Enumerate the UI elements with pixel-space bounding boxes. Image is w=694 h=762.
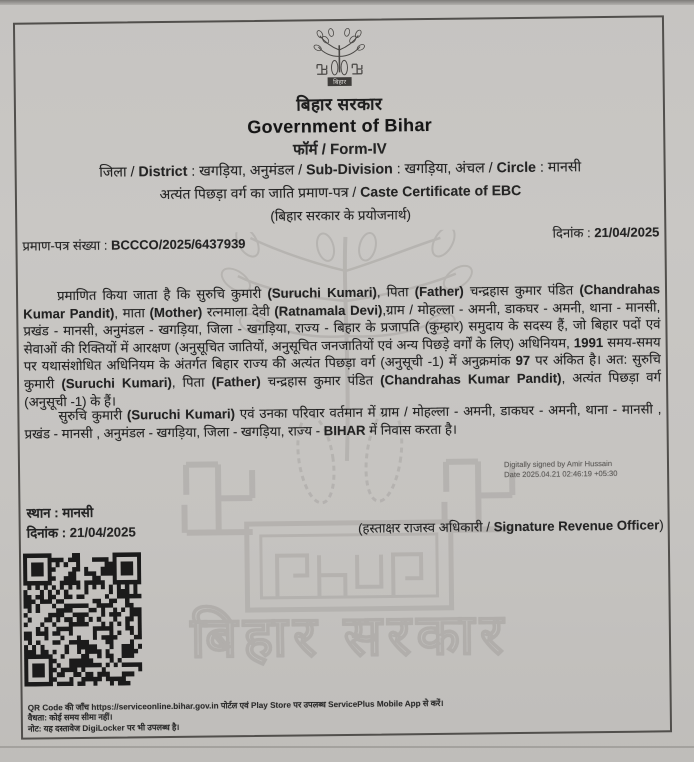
text-segment: 21/04/2025 <box>594 224 660 241</box>
text-segment: (हस्ताक्षर राजस्व अधिकारी / <box>357 519 494 536</box>
text-segment: पर अंकित है। अत: सुरुचि कुमारी <box>23 351 661 392</box>
text-segment: (Suruchi Kumari) <box>61 374 172 392</box>
certificate-date <box>553 222 660 248</box>
text-segment: Caste Certificate of EBC <box>360 181 522 200</box>
text-segment: (Suruchi Kumari) <box>126 406 236 423</box>
date-line <box>27 522 136 543</box>
bihar-emblem-icon <box>299 26 380 91</box>
certificate-number <box>22 234 245 255</box>
text-segment: (Ratnamala Devi) <box>274 302 383 319</box>
text-segment: 1991 <box>573 334 604 351</box>
text-segment: एवं उनका परिवार वर्तमान में ग्राम / मोहल्ला - अमनी, डाकघर - अमनी, थाना - मानसी , प्रखंड - मानसी , अनुमंडल - खगड़िया, जिला - खगड़िया, राज्य - <box>24 401 662 442</box>
government-title-hindi: बिहार सरकार <box>296 94 383 115</box>
text-segment: चन्द्रहास कुमार पंडित <box>260 372 381 389</box>
text-segment: में निवास करता है। <box>365 421 458 438</box>
certificate-subject <box>17 156 665 227</box>
text-segment: रत्नमाला देवी <box>202 303 275 320</box>
text-segment: BIHAR <box>323 422 366 438</box>
certificate-meta-row <box>22 224 660 254</box>
certificate-body-paragraph-1 <box>23 280 661 410</box>
text-segment: : मानसी <box>535 159 582 176</box>
text-segment: (Mother) <box>149 304 203 320</box>
verification-qr-code <box>23 552 143 686</box>
paper-shadow-line <box>0 746 694 748</box>
text-segment: अत्यंत पिछड़ा वर्ग का जाति प्रमाण-पत्र / <box>159 183 361 203</box>
signature-revenue-officer-line <box>358 515 664 536</box>
photo-top-edge <box>0 0 694 5</box>
text-segment: 97 <box>515 353 531 369</box>
place-line: स्थान : मानसी <box>26 504 94 521</box>
certificate-header <box>15 22 663 162</box>
text-segment: District <box>138 163 188 181</box>
text-segment: : खगड़िया, अंचल / <box>392 160 497 178</box>
text-segment: , अत्यंत पिछड़ा वर्ग (अनुसूची -1) के हैं। <box>24 369 662 410</box>
text-segment: (Father) <box>211 373 261 390</box>
text-segment: चन्द्रहास कुमार पंडित <box>463 282 580 299</box>
certificate-body-paragraph-2 <box>24 400 661 442</box>
text-segment: प्रमाण-पत्र संख्या : <box>22 237 112 254</box>
text-segment: : खगड़िया, अनुमंडल / <box>187 162 307 180</box>
text-segment: जिला / <box>99 164 139 181</box>
text-segment: 21/04/2025 <box>69 524 136 541</box>
text-segment: Circle <box>496 159 537 177</box>
text-segment: BCCCO/2025/6437939 <box>110 236 246 253</box>
text-segment: समय-समय पर यथासंशोधित अधिनियम के अंतर्गत बिहार राज्य की अत्यंत पिछड़ा वर्ग (अनुसूची -1) में अनुक्रमांक <box>23 334 661 374</box>
swastika-icon <box>184 464 253 533</box>
digital-signature-line2: Date 2025.04.21 02:46:19 +05:30 <box>504 468 618 479</box>
text-segment: ,ग्राम / मोहल्ला - अमनी, डाकघर - अमनी, थाना - मानसी, प्रखंड - मानसी, अनुमंडल - खगड़िया, जिला - खगड़िया, राज्य - बिहार के प्रजापति (कुम्हार) समुदाय के सदस्य हैं, जो बिहार पदों एवं सेवाओं की रिक्तियों में आरक्षण (अनुसूचित जातियों, अनुसूचित जनजातियों एवं अन्य पिछड़े वर्गों के लिए) अधिनियम, <box>23 298 661 357</box>
text-segment: सुरुचि कुमारी <box>58 407 127 424</box>
text-segment: प्रमाणित किया जाता है कि सुरुचि कुमारी <box>56 285 268 304</box>
digital-signature-stamp <box>504 459 618 479</box>
text-segment: दिनांक : <box>26 525 70 541</box>
watermark-text: बिहार सरकार <box>190 602 510 669</box>
qr-verification-note: QR Code की जाँच https://serviceonline.bihar.gov.in पोर्टल एवं Play Store पर उपलब्ध ServicePlus Mobile App से करें। <box>27 698 444 713</box>
government-title-english: Government of Bihar <box>247 114 433 138</box>
caste-certificate-title <box>17 179 664 205</box>
emblem-plaque-label: बिहार <box>332 78 346 87</box>
text-segment: Signature Revenue Officer <box>493 517 660 535</box>
certificate-page <box>13 15 672 739</box>
text-segment: (Chandrahas Kumar Pandit) <box>380 370 562 388</box>
digital-signature-line1: Digitally signed by Amir Hussain <box>503 458 613 470</box>
text-segment: दिनांक : <box>552 225 595 241</box>
swastika-icon <box>317 65 327 75</box>
text-segment: Sub-Division <box>305 161 393 179</box>
text-segment: , माता <box>114 304 150 321</box>
text-segment: , पिता <box>171 374 212 390</box>
place-date-block <box>26 502 135 543</box>
text-segment: (Father) <box>414 283 464 300</box>
validity-note: वैधता: कोई समय सीमा नहीं। <box>27 712 113 723</box>
text-segment: (Chandrahas Kumar Pandit) <box>23 281 661 322</box>
text-segment: (Suruchi Kumari) <box>267 284 377 301</box>
purpose-line: (बिहार सरकार के प्रयोजनार्थ) <box>270 207 412 224</box>
swastika-icon <box>352 64 362 74</box>
footer-notes <box>28 699 444 735</box>
text-segment: ) <box>659 517 664 533</box>
form-number: फॉर्म / Form-IV <box>293 140 387 159</box>
digilocker-note: नोट: यह दस्तावेज DigiLocker पर भी उपलब्ध है। <box>27 722 180 734</box>
text-segment: , पिता <box>376 284 415 300</box>
